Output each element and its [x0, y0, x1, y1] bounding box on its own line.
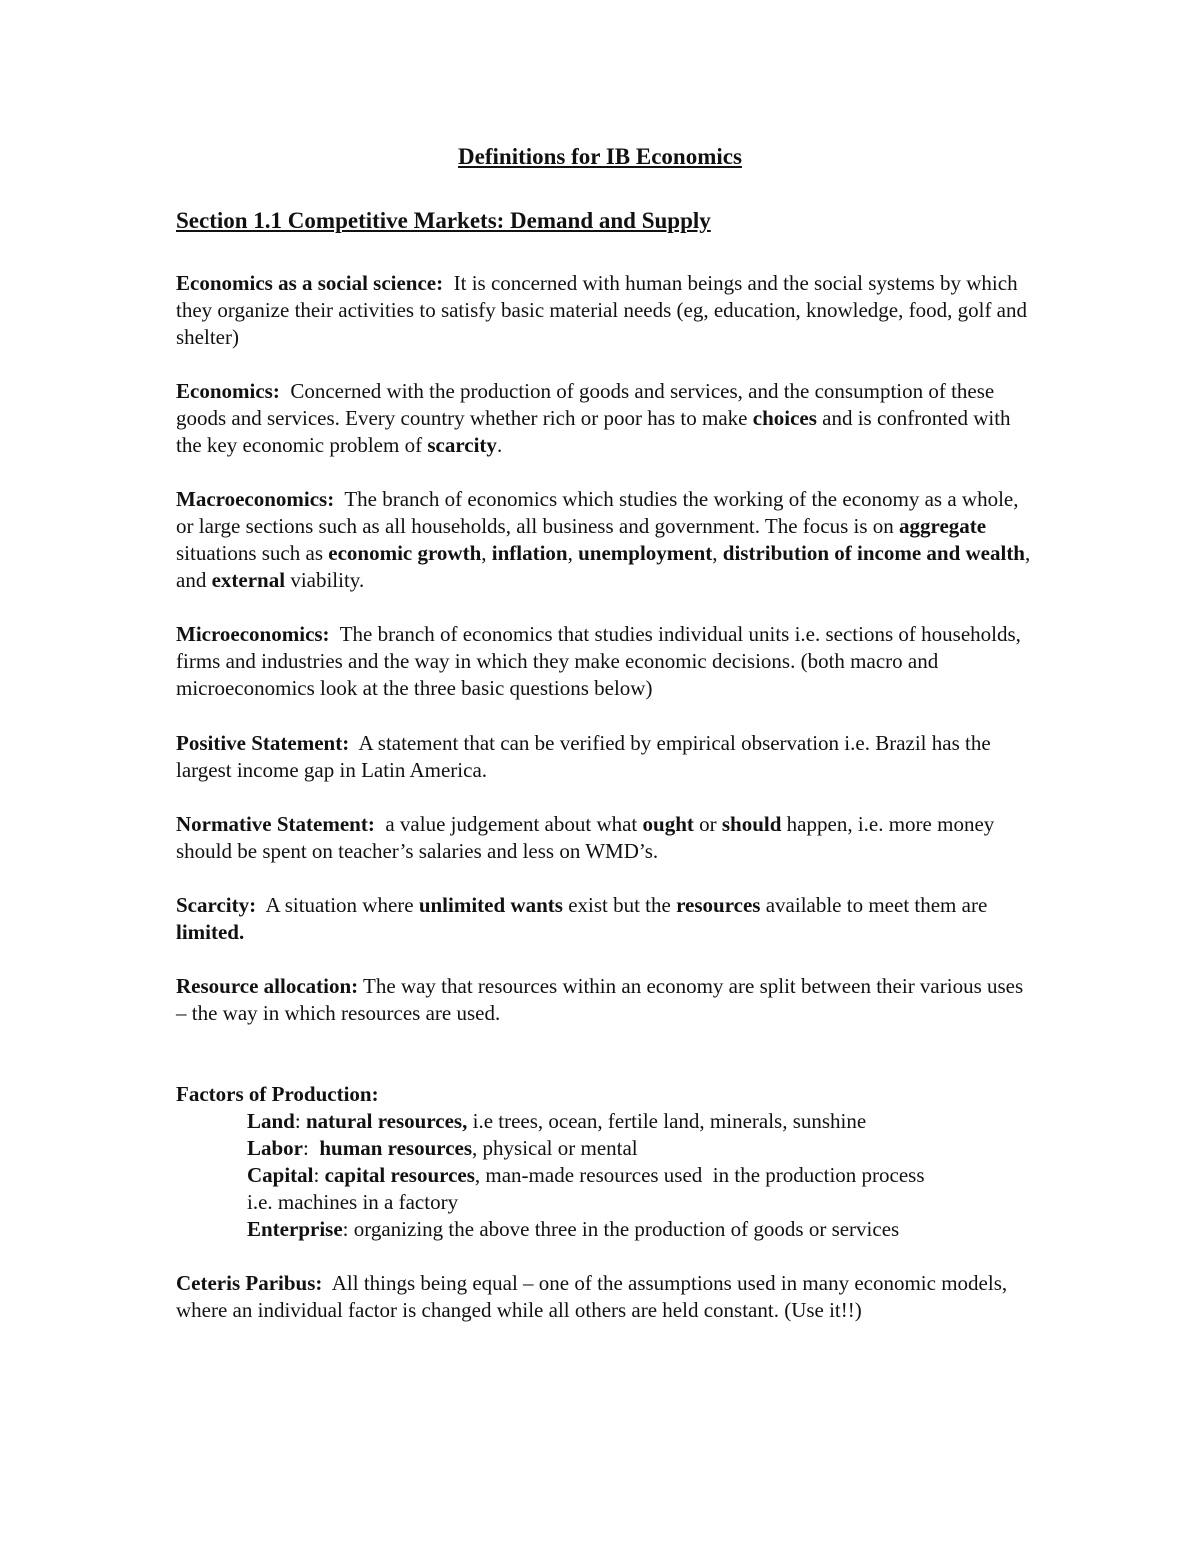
factor-term: Capital: [247, 1163, 314, 1187]
definition-text: ,: [481, 541, 487, 565]
definition-text: The branch of economics that studies individual units i.e. sections of households, firms and industries and the way in which they make economic decisions. (both macro and microeconomics look at the three basic questions below): [176, 622, 1021, 700]
definition-normative-statement: [176, 811, 1036, 865]
emphasis: resources: [676, 893, 761, 917]
emphasis: scarcity: [427, 433, 497, 457]
factor-text: , physical or mental: [472, 1136, 638, 1160]
term: Macroeconomics:: [176, 487, 335, 511]
definition-text: ,: [567, 541, 573, 565]
term: Economics:: [176, 379, 280, 403]
factor-text: : organizing the above three in the production of goods or services: [342, 1217, 900, 1241]
definition-text: All things being equal – one of the assumptions used in many economic models, where an individual factor is changed while all others are held constant. (Use it!!): [176, 1271, 1008, 1322]
definition-macroeconomics: [176, 486, 1036, 594]
factor-resource-type: human resources: [319, 1136, 473, 1160]
emphasis: unemployment: [578, 541, 713, 565]
term: Ceteris Paribus:: [176, 1271, 323, 1295]
definition-economics: [176, 378, 1036, 459]
factors-heading-line: [176, 1081, 1036, 1108]
factors-heading: Factors of Production:: [176, 1082, 379, 1106]
emphasis: economic growth: [328, 541, 482, 565]
term: Normative Statement:: [176, 812, 375, 836]
factor-text: i.e. machines in a factory: [247, 1190, 459, 1214]
factor-term: Labor: [247, 1136, 304, 1160]
definition-scarcity: [176, 892, 1036, 946]
term: Microeconomics:: [176, 622, 330, 646]
definition-text: , and: [176, 541, 1031, 592]
definition-text: a value judgement about what: [385, 812, 638, 836]
definition-text: exist but the: [568, 893, 671, 917]
factor-separator: :: [294, 1109, 301, 1133]
emphasis: limited.: [176, 920, 245, 944]
factor-capital: [176, 1162, 1036, 1189]
factor-text: , man-made resources used in the production process: [474, 1163, 925, 1187]
emphasis: external: [211, 568, 286, 592]
term: Resource allocation:: [176, 974, 359, 998]
definition-text: available to meet them are: [765, 893, 988, 917]
definition-text: viability.: [290, 568, 365, 592]
emphasis: inflation: [491, 541, 568, 565]
emphasis: aggregate: [899, 514, 987, 538]
term: Positive Statement:: [176, 731, 350, 755]
emphasis: distribution of income and wealth: [722, 541, 1025, 565]
section-title: Section 1.1 Competitive Markets: Demand and Supply: [176, 208, 711, 233]
factor-separator: :: [313, 1163, 320, 1187]
definition-text: It is concerned with human beings and the social systems by which they organize their activities to satisfy basic material needs (eg, education, knowledge, food, golf and shelter): [176, 271, 1028, 349]
factor-labor: [176, 1135, 1036, 1162]
emphasis: should: [721, 812, 782, 836]
definition-resource-allocation: [176, 973, 1036, 1027]
factor-text: i.e trees, ocean, fertile land, minerals, sunshine: [472, 1109, 867, 1133]
term: Scarcity:: [176, 893, 257, 917]
definition-text: A situation where: [265, 893, 414, 917]
factor-term: Enterprise: [247, 1217, 343, 1241]
factor-land: [176, 1108, 1036, 1135]
definition-social-science: [176, 270, 1036, 351]
factor-resource-type: capital resources: [324, 1163, 475, 1187]
definition-text: The branch of economics which studies the working of the economy as a whole, or large sections such as all households, all business and government. The focus is on: [176, 487, 1019, 538]
definition-text: happen, i.e. more money should be spent on teacher’s salaries and less on WMD’s.: [176, 812, 995, 863]
definition-text: A statement that can be verified by empirical observation i.e. Brazil has the largest income gap in Latin America.: [176, 731, 991, 782]
factor-resource-type: natural resources,: [305, 1109, 468, 1133]
emphasis: choices: [752, 406, 817, 430]
factors-of-production: [176, 1081, 1036, 1243]
definition-ceteris-paribus: [176, 1270, 1036, 1324]
definition-text: or: [699, 812, 717, 836]
definition-text: .: [496, 433, 503, 457]
definition-text: and is confronted with the key economic problem of: [176, 406, 1011, 457]
factor-term: Land: [247, 1109, 295, 1133]
factor-enterprise: [176, 1216, 1036, 1243]
factor-separator: :: [303, 1136, 309, 1160]
emphasis: unlimited wants: [418, 893, 563, 917]
definition-microeconomics: [176, 621, 1036, 702]
definition-text: ,: [712, 541, 718, 565]
document-title: Definitions for IB Economics: [458, 144, 742, 169]
emphasis: ought: [642, 812, 694, 836]
factor-capital-continued: [176, 1189, 1036, 1216]
definition-text: Concerned with the production of goods and services, and the consumption of these goods and services. Every country whether rich or poor has to make: [176, 379, 995, 430]
definition-text: The way that resources within an economy are split between their various uses – the way in which resources are used.: [176, 974, 1024, 1025]
term: Economics as a social science:: [176, 271, 444, 295]
definition-positive-statement: [176, 730, 1036, 784]
definition-text: situations such as: [176, 541, 323, 565]
